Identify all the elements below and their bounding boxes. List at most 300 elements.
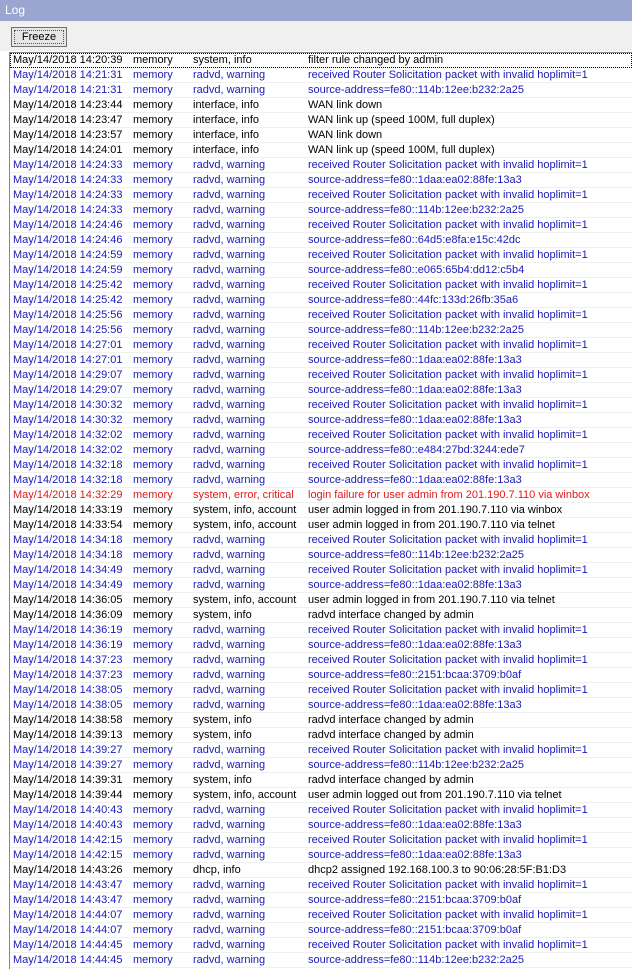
- log-row[interactable]: [10, 53, 632, 68]
- log-message: received Router Solicitation packet with invalid hoplimit=1: [308, 309, 588, 321]
- log-topics: radvd, warning: [193, 849, 266, 861]
- log-topics: radvd, warning: [193, 684, 266, 696]
- log-topics: radvd, warning: [193, 909, 266, 921]
- log-row[interactable]: [10, 248, 632, 263]
- log-topics: radvd, warning: [193, 189, 266, 201]
- log-row[interactable]: [10, 308, 632, 323]
- log-buffer: memory: [133, 639, 173, 651]
- log-buffer: memory: [133, 519, 173, 531]
- log-message: source-address=fe80::64d5:e8fa:e15c:42dc: [308, 234, 521, 246]
- log-row[interactable]: [10, 743, 632, 758]
- log-time: May/14/2018 14:37:23: [13, 669, 123, 681]
- log-row[interactable]: [10, 578, 632, 593]
- log-list[interactable]: [9, 52, 632, 969]
- log-topics: radvd, warning: [193, 429, 266, 441]
- log-topics: system, info: [193, 609, 252, 621]
- log-message: received Router Solicitation packet with invalid hoplimit=1: [308, 534, 588, 546]
- log-message: source-address=fe80::114b:12ee:b232:2a25: [308, 204, 524, 216]
- log-buffer: memory: [133, 459, 173, 471]
- log-buffer: memory: [133, 264, 173, 276]
- log-topics: radvd, warning: [193, 204, 266, 216]
- log-row[interactable]: [10, 683, 632, 698]
- log-row[interactable]: [10, 878, 632, 893]
- log-buffer: memory: [133, 294, 173, 306]
- log-row[interactable]: [10, 458, 632, 473]
- log-buffer: memory: [133, 279, 173, 291]
- log-topics: radvd, warning: [193, 564, 266, 576]
- log-buffer: memory: [133, 99, 173, 111]
- log-message: user admin logged in from 201.190.7.110 via telnet: [308, 594, 555, 606]
- log-row[interactable]: [10, 398, 632, 413]
- log-row[interactable]: [10, 608, 632, 623]
- log-row[interactable]: [10, 353, 632, 368]
- log-time: May/14/2018 14:34:18: [13, 534, 123, 546]
- log-time: May/14/2018 14:43:47: [13, 879, 123, 891]
- log-topics: radvd, warning: [193, 894, 266, 906]
- log-message: received Router Solicitation packet with invalid hoplimit=1: [308, 624, 588, 636]
- log-buffer: memory: [133, 234, 173, 246]
- log-topics: radvd, warning: [193, 249, 266, 261]
- log-message: received Router Solicitation packet with invalid hoplimit=1: [308, 69, 588, 81]
- log-row[interactable]: [10, 668, 632, 683]
- log-time: May/14/2018 14:29:07: [13, 384, 123, 396]
- log-row[interactable]: [10, 563, 632, 578]
- log-row[interactable]: [10, 443, 632, 458]
- log-time: May/14/2018 14:23:44: [13, 99, 123, 111]
- log-buffer: memory: [133, 894, 173, 906]
- log-message: source-address=fe80::44fc:133d:26fb:35a6: [308, 294, 519, 306]
- log-topics: system, info, account: [193, 594, 297, 606]
- log-message: received Router Solicitation packet with invalid hoplimit=1: [308, 279, 588, 291]
- log-row[interactable]: [10, 818, 632, 833]
- log-topics: radvd, warning: [193, 534, 266, 546]
- log-time: May/14/2018 14:29:07: [13, 369, 123, 381]
- log-message: WAN link down: [308, 129, 383, 141]
- log-row[interactable]: [10, 368, 632, 383]
- log-message: WAN link up (speed 100M, full duplex): [308, 114, 495, 126]
- log-row[interactable]: [10, 518, 632, 533]
- log-time: May/14/2018 14:36:19: [13, 624, 123, 636]
- log-row[interactable]: [10, 98, 632, 113]
- log-topics: system, info, account: [193, 519, 297, 531]
- log-row[interactable]: [10, 863, 632, 878]
- log-buffer: memory: [133, 369, 173, 381]
- log-time: May/14/2018 14:39:27: [13, 759, 123, 771]
- log-topics: radvd, warning: [193, 84, 266, 96]
- log-time: May/14/2018 14:27:01: [13, 339, 123, 351]
- log-time: May/14/2018 14:39:27: [13, 744, 123, 756]
- log-message: received Router Solicitation packet with invalid hoplimit=1: [308, 429, 588, 441]
- log-row[interactable]: [10, 758, 632, 773]
- log-buffer: memory: [133, 399, 173, 411]
- log-time: May/14/2018 14:24:46: [13, 234, 123, 246]
- log-time: May/14/2018 14:36:05: [13, 594, 123, 606]
- log-row[interactable]: [10, 413, 632, 428]
- log-message: source-address=fe80::114b:12ee:b232:2a25: [308, 759, 524, 771]
- log-topics: radvd, warning: [193, 549, 266, 561]
- log-buffer: memory: [133, 144, 173, 156]
- log-buffer: memory: [133, 129, 173, 141]
- log-topics: interface, info: [193, 114, 260, 126]
- log-topics: radvd, warning: [193, 234, 266, 246]
- log-time: May/14/2018 14:21:31: [13, 84, 123, 96]
- log-message: source-address=fe80::2151:bcaa:3709:b0af: [308, 924, 522, 936]
- log-time: May/14/2018 14:38:05: [13, 684, 123, 696]
- log-message: radvd interface changed by admin: [308, 609, 474, 621]
- log-row[interactable]: [10, 173, 632, 188]
- log-topics: radvd, warning: [193, 669, 266, 681]
- log-message: dhcp2 assigned 192.168.100.3 to 90:06:28:5F:B1:D3: [308, 864, 567, 876]
- log-time: May/14/2018 14:37:23: [13, 654, 123, 666]
- log-message: received Router Solicitation packet with invalid hoplimit=1: [308, 189, 588, 201]
- log-buffer: memory: [133, 879, 173, 891]
- log-message: source-address=fe80::1daa:ea02:88fe:13a3: [308, 174, 522, 186]
- log-time: May/14/2018 14:44:45: [13, 954, 123, 966]
- log-topics: radvd, warning: [193, 954, 266, 966]
- log-row[interactable]: [10, 383, 632, 398]
- log-time: May/14/2018 14:42:15: [13, 849, 123, 861]
- log-buffer: memory: [133, 114, 173, 126]
- log-buffer: memory: [133, 609, 173, 621]
- log-buffer: memory: [133, 534, 173, 546]
- log-topics: radvd, warning: [193, 444, 266, 456]
- log-message: user admin logged in from 201.190.7.110 via winbox: [308, 504, 563, 516]
- log-time: May/14/2018 14:23:47: [13, 114, 123, 126]
- window-title: Log: [5, 3, 26, 17]
- log-message: filter rule changed by admin: [308, 54, 444, 66]
- log-time: May/14/2018 14:24:33: [13, 189, 123, 201]
- log-row[interactable]: [10, 908, 632, 923]
- log-row[interactable]: [10, 428, 632, 443]
- log-message: received Router Solicitation packet with invalid hoplimit=1: [308, 939, 588, 951]
- log-time: May/14/2018 14:32:02: [13, 444, 123, 456]
- log-topics: system, info, account: [193, 789, 297, 801]
- log-row[interactable]: [10, 938, 632, 953]
- log-message: received Router Solicitation packet with invalid hoplimit=1: [308, 369, 588, 381]
- log-row[interactable]: [10, 593, 632, 608]
- log-message: radvd interface changed by admin: [308, 714, 474, 726]
- log-topics: interface, info: [193, 99, 260, 111]
- log-message: received Router Solicitation packet with invalid hoplimit=1: [308, 909, 588, 921]
- log-buffer: memory: [133, 774, 173, 786]
- log-buffer: memory: [133, 624, 173, 636]
- log-buffer: memory: [133, 699, 173, 711]
- log-buffer: memory: [133, 684, 173, 696]
- log-message: source-address=fe80::1daa:ea02:88fe:13a3: [308, 414, 522, 426]
- log-topics: radvd, warning: [193, 264, 266, 276]
- log-message: source-address=fe80::1daa:ea02:88fe:13a3: [308, 579, 522, 591]
- log-message: source-address=fe80::1daa:ea02:88fe:13a3: [308, 384, 522, 396]
- log-topics: radvd, warning: [193, 819, 266, 831]
- log-message: received Router Solicitation packet with invalid hoplimit=1: [308, 249, 588, 261]
- log-message: source-address=fe80::1daa:ea02:88fe:13a3: [308, 354, 522, 366]
- log-buffer: memory: [133, 579, 173, 591]
- log-buffer: memory: [133, 549, 173, 561]
- log-message: received Router Solicitation packet with invalid hoplimit=1: [308, 339, 588, 351]
- log-buffer: memory: [133, 159, 173, 171]
- log-buffer: memory: [133, 324, 173, 336]
- log-buffer: memory: [133, 729, 173, 741]
- log-message: received Router Solicitation packet with invalid hoplimit=1: [308, 654, 588, 666]
- log-time: May/14/2018 14:25:56: [13, 324, 123, 336]
- log-message: source-address=fe80::114b:12ee:b232:2a25: [308, 324, 524, 336]
- log-topics: radvd, warning: [193, 354, 266, 366]
- log-row[interactable]: [10, 788, 632, 803]
- log-topics: system, info: [193, 774, 252, 786]
- log-time: May/14/2018 14:42:15: [13, 834, 123, 846]
- log-row[interactable]: [10, 473, 632, 488]
- log-row[interactable]: [10, 293, 632, 308]
- log-time: May/14/2018 14:34:18: [13, 549, 123, 561]
- log-topics: system, info, account: [193, 504, 297, 516]
- log-message: user admin logged out from 201.190.7.110 via telnet: [308, 789, 562, 801]
- log-row[interactable]: [10, 848, 632, 863]
- log-time: May/14/2018 14:21:31: [13, 69, 123, 81]
- log-time: May/14/2018 14:34:49: [13, 564, 123, 576]
- log-message: received Router Solicitation packet with invalid hoplimit=1: [308, 399, 588, 411]
- log-time: May/14/2018 14:39:13: [13, 729, 123, 741]
- log-message: received Router Solicitation packet with invalid hoplimit=1: [308, 219, 588, 231]
- log-buffer: memory: [133, 924, 173, 936]
- log-time: May/14/2018 14:24:33: [13, 204, 123, 216]
- log-time: May/14/2018 14:44:07: [13, 909, 123, 921]
- window-title-bar: [0, 0, 632, 21]
- log-buffer: memory: [133, 69, 173, 81]
- log-topics: radvd, warning: [193, 399, 266, 411]
- log-time: May/14/2018 14:32:18: [13, 459, 123, 471]
- log-message: received Router Solicitation packet with invalid hoplimit=1: [308, 564, 588, 576]
- log-row[interactable]: [10, 548, 632, 563]
- log-buffer: memory: [133, 384, 173, 396]
- log-row[interactable]: [10, 713, 632, 728]
- log-time: May/14/2018 14:24:01: [13, 144, 123, 156]
- log-message: source-address=fe80::114b:12ee:b232:2a25: [308, 954, 524, 966]
- log-message: received Router Solicitation packet with invalid hoplimit=1: [308, 459, 588, 471]
- log-message: received Router Solicitation packet with invalid hoplimit=1: [308, 804, 588, 816]
- log-buffer: memory: [133, 849, 173, 861]
- log-time: May/14/2018 14:38:58: [13, 714, 123, 726]
- log-message: source-address=fe80::1daa:ea02:88fe:13a3: [308, 474, 522, 486]
- log-row[interactable]: [10, 128, 632, 143]
- log-topics: system, error, critical: [193, 489, 294, 501]
- log-row[interactable]: [10, 488, 632, 503]
- log-topics: radvd, warning: [193, 219, 266, 231]
- log-buffer: memory: [133, 834, 173, 846]
- log-message: source-address=fe80::1daa:ea02:88fe:13a3: [308, 699, 522, 711]
- log-buffer: memory: [133, 354, 173, 366]
- log-buffer: memory: [133, 174, 173, 186]
- log-message: radvd interface changed by admin: [308, 774, 474, 786]
- log-row[interactable]: [10, 323, 632, 338]
- log-time: May/14/2018 14:33:54: [13, 519, 123, 531]
- log-row[interactable]: [10, 143, 632, 158]
- log-message: received Router Solicitation packet with invalid hoplimit=1: [308, 879, 588, 891]
- log-buffer: memory: [133, 744, 173, 756]
- log-row[interactable]: [10, 83, 632, 98]
- log-topics: radvd, warning: [193, 279, 266, 291]
- log-row[interactable]: [10, 638, 632, 653]
- log-message: WAN link down: [308, 99, 383, 111]
- log-buffer: memory: [133, 594, 173, 606]
- log-row[interactable]: [10, 653, 632, 668]
- log-row[interactable]: [10, 533, 632, 548]
- log-time: May/14/2018 14:39:44: [13, 789, 123, 801]
- log-topics: radvd, warning: [193, 459, 266, 471]
- log-row[interactable]: [10, 338, 632, 353]
- log-time: May/14/2018 14:27:01: [13, 354, 123, 366]
- log-row[interactable]: [10, 803, 632, 818]
- log-time: May/14/2018 14:32:29: [13, 489, 123, 501]
- log-row[interactable]: [10, 218, 632, 233]
- log-topics: radvd, warning: [193, 699, 266, 711]
- log-buffer: memory: [133, 939, 173, 951]
- log-row[interactable]: [10, 113, 632, 128]
- log-message: source-address=fe80::2151:bcaa:3709:b0af: [308, 894, 522, 906]
- log-topics: radvd, warning: [193, 324, 266, 336]
- log-time: May/14/2018 14:44:07: [13, 924, 123, 936]
- log-message: received Router Solicitation packet with invalid hoplimit=1: [308, 684, 588, 696]
- log-buffer: memory: [133, 909, 173, 921]
- log-row[interactable]: [10, 953, 632, 968]
- log-time: May/14/2018 14:36:09: [13, 609, 123, 621]
- log-time: May/14/2018 14:40:43: [13, 804, 123, 816]
- log-topics: radvd, warning: [193, 174, 266, 186]
- log-time: May/14/2018 14:40:43: [13, 819, 123, 831]
- log-buffer: memory: [133, 669, 173, 681]
- log-buffer: memory: [133, 249, 173, 261]
- log-row[interactable]: [10, 698, 632, 713]
- log-time: May/14/2018 14:38:05: [13, 699, 123, 711]
- log-row[interactable]: [10, 893, 632, 908]
- log-row[interactable]: [10, 278, 632, 293]
- log-message: source-address=fe80::e484:27bd:3244:ede7: [308, 444, 525, 456]
- log-message: source-address=fe80::e065:65b4:dd12:c5b4: [308, 264, 525, 276]
- log-buffer: memory: [133, 429, 173, 441]
- log-time: May/14/2018 14:39:31: [13, 774, 123, 786]
- log-row[interactable]: [10, 188, 632, 203]
- log-topics: dhcp, info: [193, 864, 241, 876]
- log-time: May/14/2018 14:30:32: [13, 399, 123, 411]
- log-row[interactable]: [10, 233, 632, 248]
- log-time: May/14/2018 14:32:18: [13, 474, 123, 486]
- log-topics: radvd, warning: [193, 924, 266, 936]
- log-message: source-address=fe80::1daa:ea02:88fe:13a3: [308, 849, 522, 861]
- log-topics: radvd, warning: [193, 639, 266, 651]
- log-time: May/14/2018 14:25:42: [13, 279, 123, 291]
- log-topics: radvd, warning: [193, 309, 266, 321]
- log-row[interactable]: [10, 728, 632, 743]
- log-topics: radvd, warning: [193, 744, 266, 756]
- log-time: May/14/2018 14:43:47: [13, 894, 123, 906]
- log-row[interactable]: [10, 623, 632, 638]
- log-message: received Router Solicitation packet with invalid hoplimit=1: [308, 159, 588, 171]
- log-buffer: memory: [133, 954, 173, 966]
- log-topics: radvd, warning: [193, 384, 266, 396]
- log-row[interactable]: [10, 923, 632, 938]
- freeze-button[interactable]: Freeze: [11, 27, 67, 47]
- log-buffer: memory: [133, 444, 173, 456]
- log-time: May/14/2018 14:25:56: [13, 309, 123, 321]
- log-time: May/14/2018 14:25:42: [13, 294, 123, 306]
- log-buffer: memory: [133, 504, 173, 516]
- log-topics: radvd, warning: [193, 759, 266, 771]
- log-message: received Router Solicitation packet with invalid hoplimit=1: [308, 744, 588, 756]
- log-buffer: memory: [133, 474, 173, 486]
- log-time: May/14/2018 14:43:26: [13, 864, 123, 876]
- log-message: source-address=fe80::1daa:ea02:88fe:13a3: [308, 639, 522, 651]
- log-time: May/14/2018 14:24:33: [13, 174, 123, 186]
- log-buffer: memory: [133, 789, 173, 801]
- log-message: radvd interface changed by admin: [308, 729, 474, 741]
- log-buffer: memory: [133, 564, 173, 576]
- log-message: source-address=fe80::114b:12ee:b232:2a25: [308, 549, 524, 561]
- log-row[interactable]: [10, 158, 632, 173]
- log-time: May/14/2018 14:24:46: [13, 219, 123, 231]
- log-time: May/14/2018 14:34:49: [13, 579, 123, 591]
- log-topics: radvd, warning: [193, 654, 266, 666]
- log-time: May/14/2018 14:24:59: [13, 249, 123, 261]
- log-time: May/14/2018 14:23:57: [13, 129, 123, 141]
- log-time: May/14/2018 14:24:33: [13, 159, 123, 171]
- log-buffer: memory: [133, 654, 173, 666]
- log-message: received Router Solicitation packet with invalid hoplimit=1: [308, 834, 588, 846]
- log-topics: radvd, warning: [193, 294, 266, 306]
- toolbar: [0, 21, 632, 51]
- log-message: source-address=fe80::114b:12ee:b232:2a25: [308, 84, 524, 96]
- log-topics: radvd, warning: [193, 159, 266, 171]
- log-topics: radvd, warning: [193, 804, 266, 816]
- log-message: WAN link up (speed 100M, full duplex): [308, 144, 495, 156]
- log-buffer: memory: [133, 339, 173, 351]
- log-row[interactable]: [10, 833, 632, 848]
- log-buffer: memory: [133, 759, 173, 771]
- log-row[interactable]: [10, 503, 632, 518]
- log-time: May/14/2018 14:24:59: [13, 264, 123, 276]
- log-row[interactable]: [10, 68, 632, 83]
- log-row[interactable]: [10, 203, 632, 218]
- log-buffer: memory: [133, 204, 173, 216]
- log-buffer: memory: [133, 84, 173, 96]
- log-time: May/14/2018 14:20:39: [13, 54, 123, 66]
- log-row[interactable]: [10, 263, 632, 278]
- log-topics: radvd, warning: [193, 624, 266, 636]
- log-time: May/14/2018 14:36:19: [13, 639, 123, 651]
- log-topics: radvd, warning: [193, 579, 266, 591]
- log-topics: system, info: [193, 729, 252, 741]
- log-topics: radvd, warning: [193, 939, 266, 951]
- log-message: source-address=fe80::2151:bcaa:3709:b0af: [308, 669, 522, 681]
- log-buffer: memory: [133, 819, 173, 831]
- log-time: May/14/2018 14:33:19: [13, 504, 123, 516]
- log-buffer: memory: [133, 309, 173, 321]
- log-topics: interface, info: [193, 129, 260, 141]
- log-time: May/14/2018 14:30:32: [13, 414, 123, 426]
- log-message: source-address=fe80::1daa:ea02:88fe:13a3: [308, 819, 522, 831]
- log-topics: radvd, warning: [193, 339, 266, 351]
- log-topics: system, info: [193, 54, 252, 66]
- log-buffer: memory: [133, 804, 173, 816]
- log-message: login failure for user admin from 201.190.7.110 via winbox: [308, 489, 590, 501]
- log-buffer: memory: [133, 189, 173, 201]
- log-topics: radvd, warning: [193, 414, 266, 426]
- log-buffer: memory: [133, 414, 173, 426]
- log-topics: interface, info: [193, 144, 260, 156]
- log-row[interactable]: [10, 773, 632, 788]
- log-message: user admin logged in from 201.190.7.110 via telnet: [308, 519, 555, 531]
- log-buffer: memory: [133, 489, 173, 501]
- log-time: May/14/2018 14:32:02: [13, 429, 123, 441]
- log-topics: radvd, warning: [193, 69, 266, 81]
